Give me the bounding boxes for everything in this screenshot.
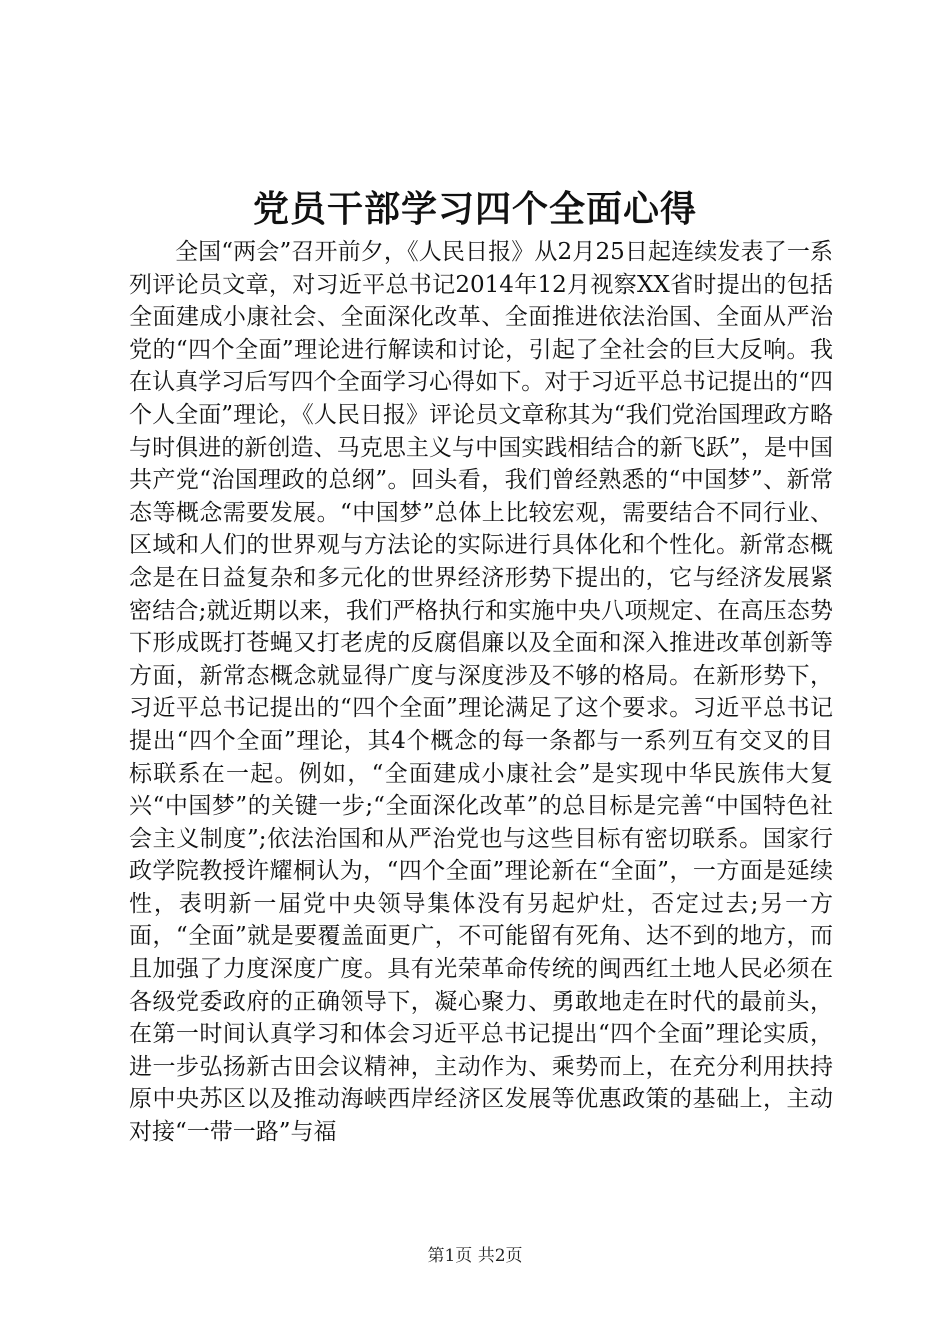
document-body-paragraph: 全国“两会”召开前夕，《人民日报》从2月25日起连续发表了一系列评论员文章，对习近平总书记2014年12月视察XX省时提出的包括全面建成小康社会、全面深化改革、全面推进依法治国、全面从严治党的“四个全面”理论进行解读和讨论，引起了全社会的巨大反响。我在认真学习后写四个全面学习心得如下。对于习近平总书记提出的“四个人全面”理论，《人民日报》评论员文章称其为“我们党治国理政方略与时俱进的新创造、马克思主义与中国实践相结合的新飞跃”，是中国共产党“治国理政的总纲”。回头看，我们曾经熟悉的“中国梦”、新常态等概念需要发展。“中国梦”总体上比较宏观，需要结合不同行业、区域和人们的世界观与方法论的实际进行具体化和个性化。新常态概念是在日益复杂和多元化的世界经济形势下提出的，它与经济发展紧密结合;就近期以来，我们严格执行和实施中央八项规定、在高压态势下形成既打苍蝇又打老虎的反腐倡廉以及全面和深入推进改革创新等方面，新常态概念就显得广度与深度涉及不够的格局。在新形势下，习近平总书记提出的“四个全面”理论满足了这个要求。习近平总书记提出“四个全面”理论，其4个概念的每一条都与一系列互有交叉的目标联系在一起。例如，“全面建成小康社会”是实现中华民族伟大复兴“中国梦”的关键一步;“全面深化改革”的总目标是完善“中国特色社会主义制度”;依法治国和从严治党也与这些目标有密切联系。国家行政学院教授许耀桐认为，“四个全面”理论新在“全面”，一方面是延续性，表明新一届党中央领导集体没有另起炉灶，否定过去;另一方面，“全面”就是要覆盖面更广，不可能留有死角、达不到的地方，而且加强了力度深度广度。具有光荣革命传统的闽西红土地人民必须在各级党委政府的正确领导下，凝心聚力、勇敢地走在时代的最前头，在第一时间认真学习和体会习近平总书记提出“四个全面”理论实质，进一步弘扬新古田会议精神，主动作为、乘势而上，在充分利用扶持原中央苏区以及推动海峡西岸经济区发展等优惠政策的基础上，主动对接“一带一路”与福 xyxy=(129,239,833,1146)
document-title: 党员干部学习四个全面心得 xyxy=(252,188,697,230)
page-number-footer: 第1页 共2页 xyxy=(427,1246,523,1266)
